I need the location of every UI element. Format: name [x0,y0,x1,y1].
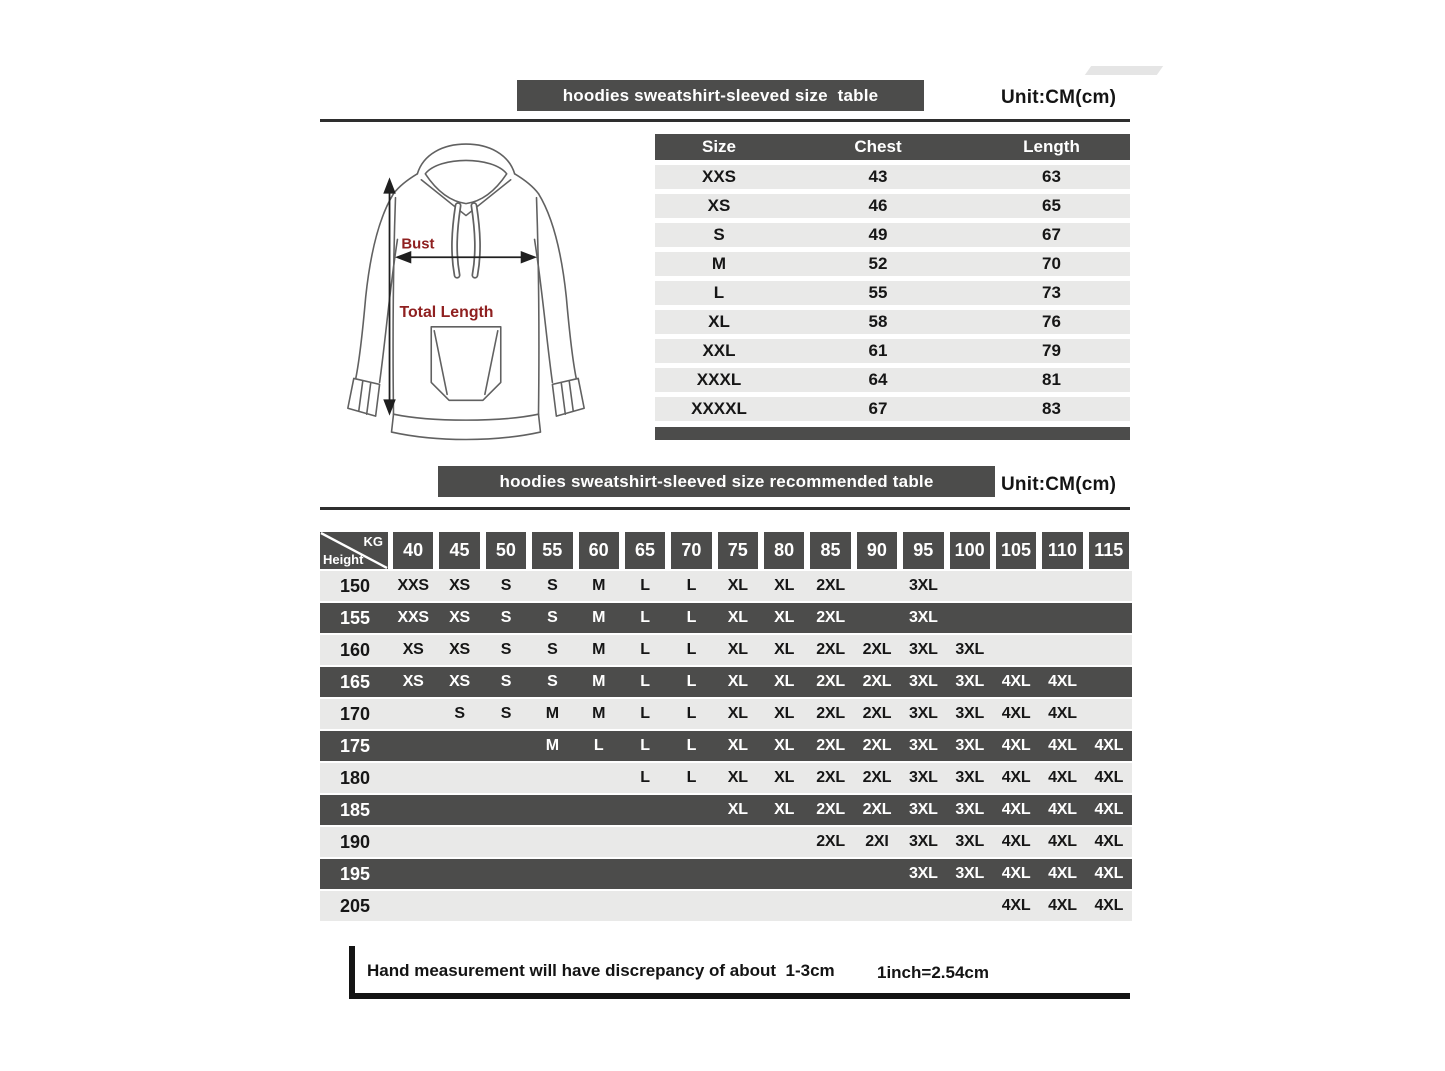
chest-cell: 58 [868,312,888,331]
recommended-size-cell: M [545,705,559,722]
size-table-unit-label: Unit:CM(cm) [1001,87,1117,108]
recommended-size-cell: 3XL [908,609,938,626]
recommended-size-cell: 4XL [1001,737,1031,754]
recommended-size-cell: XL [727,577,748,594]
length-cell: 67 [1042,225,1061,244]
note-left-bar [349,946,355,999]
size-cell: L [713,283,725,302]
size-cell: XXXXL [691,399,747,418]
matrix-row [320,827,1132,857]
recommended-size-cell: 4XL [1001,769,1031,786]
recommended-size-cell: XS [449,673,471,690]
size-table-footer-bar [655,427,1130,440]
chest-cell: 43 [868,167,888,186]
recommended-size-cell: 3XL [908,737,938,754]
recommended-size-cell: 3XL [955,865,985,882]
recommended-size-cell: 4XL [1048,705,1077,722]
recommended-size-cell: XXS [397,577,429,594]
recommended-size-cell: L [640,609,650,626]
weight-column-header-box: 70 [671,532,711,569]
recommended-size-cell: S [454,705,465,722]
recommended-size-cell: L [640,737,650,754]
size-table-row [655,252,1130,276]
recommended-size-cell: 2XL [862,769,892,786]
recommended-size-cell: XS [402,673,424,690]
weight-column-header [529,532,575,569]
recommended-size-cell: 4XL [1048,833,1077,850]
recommended-size-cell: L [686,705,697,722]
recommended-size-cell: 4XL [1001,833,1031,850]
recommended-size-cell: XS [449,577,471,594]
height-label: 160 [339,639,371,660]
length-cell: 83 [1042,399,1061,418]
size-cell: XS [707,196,731,215]
recommended-size-cell: 2XL [816,833,845,850]
height-label: 205 [339,895,371,916]
note-bottom-bar [349,993,1130,999]
recommended-size-cell: 3XL [908,641,938,658]
recommended-size-cell: L [640,769,650,786]
length-cell: 79 [1042,341,1061,360]
recommended-size-cell: 4XL [1048,673,1077,690]
size-table-column-header: Size [701,137,737,156]
recommended-size-cell: 4XL [1094,865,1124,882]
weight-column-header-box: 75 [718,532,758,569]
height-label: 175 [339,735,371,756]
recommended-table-title: hoodies sweatshirt-sleeved size recommended table [499,471,934,491]
weight-column-header [668,532,714,569]
recommended-size-cell: 3XL [908,577,938,594]
recommended-size-cell: S [547,577,558,594]
weight-column-header-box: 90 [857,532,897,569]
total-length-label: Total Length [399,303,494,321]
height-label: 185 [339,799,371,820]
weight-column-header [947,532,993,569]
weight-column-header [622,532,668,569]
matrix-row [320,859,1132,889]
recommended-size-cell: XL [727,673,748,690]
height-label: 195 [339,863,371,884]
recommended-size-cell: L [686,609,697,626]
weight-column-header-box: 110 [1042,532,1082,569]
hoodie-outline [348,144,584,439]
recommended-size-cell: S [547,609,558,626]
divider-middle [320,507,1130,510]
size-table-title: hoodies sweatshirt-sleeved size table [562,85,879,105]
recommended-size-cell: L [686,673,697,690]
matrix-row [320,635,1132,665]
length-cell: 81 [1042,370,1061,389]
weight-column-header-box: 100 [950,532,990,569]
recommended-size-cell: M [592,705,606,722]
recommended-size-cell: 4XL [1094,801,1124,818]
matrix-row [320,763,1132,793]
recommended-size-cell: 2XI [865,833,889,850]
matrix-row [320,699,1132,729]
size-table-column-header: Length [1023,137,1080,156]
inch-conversion-note: 1inch=2.54cm [877,963,989,982]
recommended-size-cell: M [592,673,606,690]
recommended-size-cell: M [592,609,606,626]
recommended-size-cell: 2XL [862,705,892,722]
size-cell: M [711,254,727,273]
matrix-row [320,731,1132,761]
height-label: 170 [339,703,371,724]
recommended-size-cell: 3XL [955,705,985,722]
recommended-size-cell: 2XL [816,801,845,818]
recommended-size-cell: XL [774,641,795,658]
recommended-table-unit-label: Unit:CM(cm) [1001,474,1117,495]
size-table-row [655,281,1130,305]
weight-column-header [436,532,482,569]
recommended-size-cell: 2XL [816,641,845,658]
matrix-corner-cell [320,532,388,569]
recommended-size-cell: XS [402,641,424,658]
recommended-size-cell: XL [727,769,748,786]
recommended-size-cell: XL [727,641,748,658]
corner-kg-label: KG [363,534,383,549]
size-table-row [655,194,1130,218]
weight-column-header-box: 55 [532,532,572,569]
size-table-row [655,368,1130,392]
recommended-size-cell: XL [774,609,795,626]
weight-column-header-box: 80 [764,532,804,569]
weight-column-header [715,532,761,569]
recommended-size-cell: 3XL [955,737,985,754]
weight-column-header [900,532,946,569]
chest-cell: 67 [868,399,888,418]
recommended-size-cell: 4XL [1048,769,1077,786]
height-label: 150 [339,575,371,596]
bust-arrow [397,252,534,262]
recommended-size-table [320,532,1132,921]
recommended-size-cell: L [593,737,604,754]
length-cell: 73 [1042,283,1061,302]
size-table-row [655,165,1130,189]
height-label: 155 [339,607,371,628]
recommended-size-cell: 2XL [816,673,845,690]
recommended-size-cell: XL [774,705,795,722]
length-cell: 65 [1042,196,1061,215]
recommended-size-cell: L [640,673,650,690]
recommended-size-cell: S [547,641,558,658]
recommended-size-cell: 3XL [908,705,938,722]
recommended-size-cell: 4XL [1001,801,1031,818]
size-table-header-row [655,134,1130,160]
recommended-size-cell: S [500,609,512,626]
recommended-size-cell: 3XL [955,769,985,786]
recommended-size-cell: 4XL [1094,737,1124,754]
recommended-size-cell: 3XL [908,801,938,818]
recommended-size-cell: 2XL [816,609,845,626]
recommended-size-cell: XS [449,609,471,626]
recommended-size-cell: 4XL [1001,673,1031,690]
recommended-size-cell: 2XL [816,737,845,754]
weight-column-header-box: 50 [486,532,526,569]
corner-height-label: Height [323,552,364,567]
chest-cell: 52 [868,254,888,273]
length-cell: 63 [1042,167,1061,186]
recommended-size-cell: L [686,577,697,594]
recommended-size-cell: XXS [397,609,429,626]
recommended-size-cell: 4XL [1048,865,1077,882]
scan-artifact [1085,66,1163,75]
weight-column-header [761,532,807,569]
size-cell: S [713,225,725,244]
chest-cell: 55 [868,283,888,302]
recommended-size-cell: 2XL [816,769,845,786]
size-table-title-bar [517,80,924,111]
matrix-row [320,795,1132,825]
recommended-size-cell: XL [727,705,748,722]
weight-column-header-box: 60 [579,532,619,569]
recommended-size-cell: L [686,769,697,786]
recommended-size-cell: L [640,577,650,594]
recommended-size-cell: 2XL [862,641,892,658]
recommended-size-cell: XL [774,673,795,690]
recommended-size-cell: 3XL [955,673,985,690]
recommended-size-cell: L [640,641,650,658]
measurement-note: Hand measurement will have discrepancy of about 1-3cm [367,961,835,980]
recommended-size-cell: XS [449,641,471,658]
matrix-row [320,571,1132,601]
weight-column-header-box: 65 [625,532,665,569]
recommended-size-cell: S [500,673,512,690]
chest-cell: 64 [868,370,888,389]
recommended-size-cell: 4XL [1001,705,1031,722]
chest-cell: 49 [868,225,888,244]
recommended-size-cell: XL [774,801,795,818]
recommended-size-cell: XL [727,609,748,626]
weight-column-header [1039,532,1085,569]
recommended-size-cell: 4XL [1048,737,1077,754]
matrix-header-row [320,532,1132,569]
height-label: 190 [339,831,371,852]
weight-column-header [807,532,853,569]
recommended-size-cell: 3XL [908,673,938,690]
weight-column-header-box: 40 [393,532,433,569]
weight-column-header [1086,532,1132,569]
weight-column-header [576,532,622,569]
weight-column-header-box: 85 [810,532,850,569]
recommended-size-cell: 3XL [908,769,938,786]
recommended-size-cell: XL [727,801,748,818]
chest-cell: 46 [868,196,888,215]
length-cell: 76 [1042,312,1061,331]
recommended-size-cell: 4XL [1094,769,1124,786]
size-table-row [655,223,1130,247]
size-table [655,134,1130,440]
recommended-size-cell: 4XL [1001,897,1031,914]
recommended-size-cell: XL [774,577,795,594]
recommended-size-cell: 3XL [955,833,985,850]
chest-cell: 61 [868,341,888,360]
height-label: 180 [339,767,371,788]
weight-column-header-box: 95 [903,532,943,569]
recommended-size-cell: 4XL [1048,897,1077,914]
weight-column-header [993,532,1039,569]
size-cell: XXXL [696,370,742,389]
recommended-size-cell: XL [774,769,795,786]
divider-top [320,119,1130,122]
recommended-size-cell: 2XL [862,801,892,818]
weight-column-header [854,532,900,569]
recommended-size-cell: 4XL [1094,833,1124,850]
size-table-row [655,310,1130,334]
size-cell: XXL [702,341,736,360]
recommended-size-cell: 2XL [816,705,845,722]
matrix-row [320,891,1132,921]
weight-column-header [483,532,529,569]
recommended-size-cell: 3XL [955,641,985,658]
weight-column-header-box: 115 [1089,532,1129,569]
size-cell: XL [708,312,730,331]
recommended-size-cell: XL [727,737,748,754]
recommended-size-cell: 3XL [908,833,938,850]
recommended-size-cell: L [640,705,650,722]
recommended-size-cell: L [686,641,697,658]
recommended-size-cell: 4XL [1094,897,1124,914]
recommended-size-cell: 3XL [955,801,985,818]
recommended-size-cell: M [592,641,606,658]
size-table-row [655,339,1130,363]
recommended-size-cell: 2XL [862,673,892,690]
size-table-column-header: Chest [854,137,902,156]
recommended-size-cell: 3XL [908,865,938,882]
recommended-size-cell: 2XL [816,577,845,594]
recommended-size-cell: M [592,577,606,594]
recommended-size-cell: S [500,577,512,594]
recommended-size-cell: M [545,737,559,754]
size-cell: XXS [701,167,737,186]
matrix-row [320,603,1132,633]
height-label: 165 [339,671,371,692]
weight-column-header-box: 45 [439,532,479,569]
recommended-size-cell: 4XL [1048,801,1077,818]
recommended-size-cell: S [547,673,558,690]
recommended-size-cell: 2XL [862,737,892,754]
weight-column-header [390,532,436,569]
recommended-size-cell: S [500,641,512,658]
recommended-size-cell: 4XL [1001,865,1031,882]
recommended-size-cell: XL [774,737,795,754]
bust-label: Bust [401,236,435,253]
size-table-row [655,397,1130,421]
weight-column-header-box: 105 [996,532,1036,569]
recommended-size-cell: S [500,705,512,722]
recommended-size-cell: L [686,737,697,754]
hoodie-measurement-diagram [322,136,610,456]
matrix-row [320,667,1132,697]
recommended-table-title-bar [438,466,995,497]
length-cell: 70 [1042,254,1061,273]
